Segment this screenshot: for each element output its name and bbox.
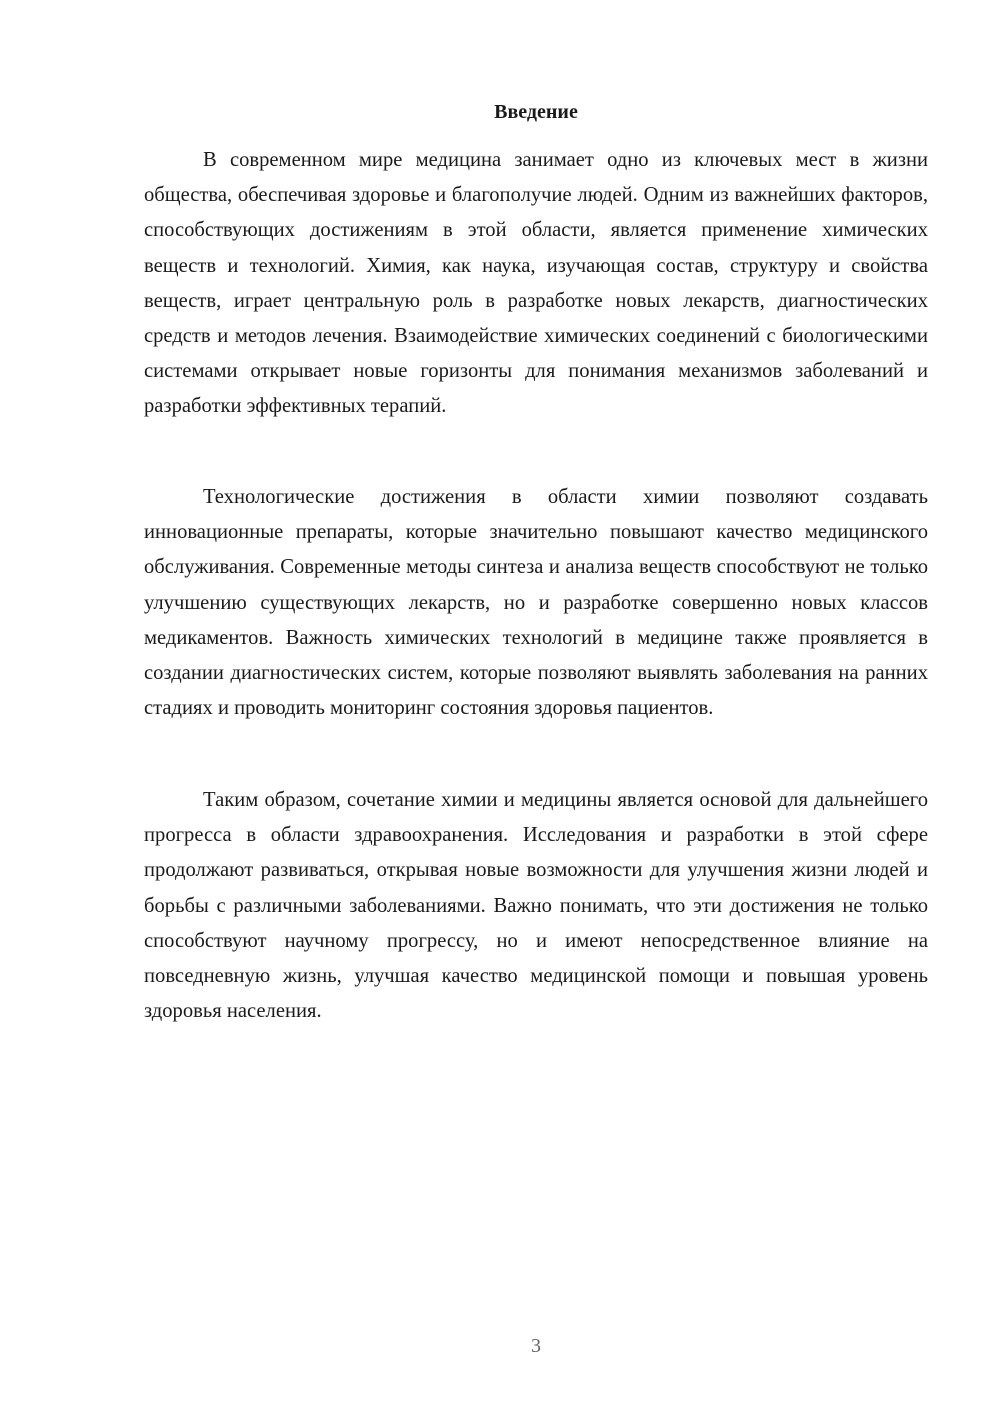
section-heading: Введение	[494, 101, 578, 123]
paragraph-intro: В современном мире медицина занимает одно из ключевых мест в жизни общества, обеспечивая здоровье и благополучие людей. Одним из важнейших факторов, способствующих достижениям в этой области, является применение химических веществ и технологий. Химия, как наука, изучающая состав, структуру и свойства веществ, играет центральную роль в разработке новых лекарств, диагностических средств и методов лечения. Взаимодействие химических соединений с биологическими системами открывает новые горизонты для понимания механизмов заболеваний и разработки эффективных терапий.	[144, 149, 928, 418]
paragraph-technology: Технологические достижения в области химии позволяют создавать инновационные препараты, которые значительно повышают качество медицинского обслуживания. Современные методы синтеза и анализа веществ способствуют не только улучшению существующих лекарств, но и разработке совершенно новых классов медикаментов. Важность химических технологий в медицине также проявляется в создании диагностических систем, которые позволяют выявлять заболевания на ранних стадиях и проводить мониторинг состояния здоровья пациентов.	[144, 486, 928, 720]
paragraph-conclusion: Таким образом, сочетание химии и медицины является основой для дальнейшего прогресса в области здравоохранения. Исследования и разработки в этой сфере продолжают развиваться, открывая новые возможности для улучшения жизни людей и борьбы с различными заболеваниями. Важно понимать, что эти достижения не только способствуют научному прогрессу, но и имеют непосредственное влияние на повседневную жизнь, улучшая качество медицинской помощи и повышая уровень здоровья населения.	[144, 789, 928, 1023]
page-number: 3	[531, 1335, 541, 1357]
